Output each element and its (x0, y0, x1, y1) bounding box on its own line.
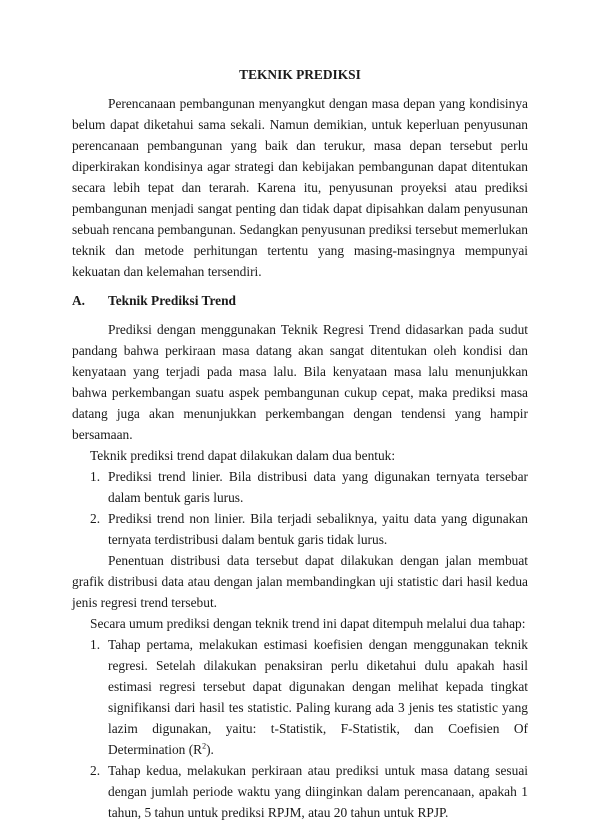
list-item (72, 466, 528, 508)
list-text-tail: ). (206, 742, 214, 757)
list-number: 2. (90, 763, 101, 778)
trend-paragraph: Prediksi dengan menggunakan Teknik Regresi Trend didasarkan pada sudut pandang bahwa perkiraan masa datang akan sangat ditentukan oleh kondisi dan kenyataan yang terjadi pada masa lalu. Bila kenyataan masa lalu menunjukkan bahwa perkembangan suatu aspek pembangunan cukup cepat, maka prediksi masa datang juga akan menunjukkan perkembangan dengan tendensi yang hampir bersamaan. (72, 322, 528, 442)
list-text: Prediksi trend linier. Bila distribusi data yang digunakan ternyata tersebar dalam bentuk garis lurus. (108, 469, 528, 505)
list-text: Prediksi trend non linier. Bila terjadi sebaliknya, yaitu data yang digunakan ternyata terdistribusi dalam bentuk garis tidak lurus. (108, 511, 528, 547)
superscript: 2 (202, 741, 207, 751)
section-letter: A. (72, 293, 86, 308)
intro-paragraph: Perencanaan pembangunan menyangkut dengan masa depan yang kondisinya belum dapat diketahui sama sekali. Namun demikian, untuk keperluan penyusunan perencanaan pembangunan yang baik dan terukur, masa depan tersebut perlu diperkirakan kondisinya agar strategi dan kebijakan pembangunan dapat ditentukan secara lebih tepat dan terarah. Karena itu, penyusunan proyeksi atau prediksi pembangunan menjadi sangat penting dan tidak dapat dipisahkan dalam penyusunan sebuah rencana pembangunan. Sedangkan penyusunan prediksi tersebut memerlukan teknik dan metode perhitungan tertentu yang masing-masingnya mempunyai kekuatan dan kelemahan tersendiri. (72, 96, 528, 279)
list-text: Tahap kedua, melakukan perkiraan atau prediksi untuk masa datang sesuai dengan jumlah periode waktu yang diinginkan dalam perencanaan, apakah 1 tahun, 5 tahun untuk prediksi RPJM, atau 20 tahun untuk RPJP. (108, 763, 528, 820)
list-number: 1. (90, 469, 101, 484)
section-title: Teknik Prediksi Trend (108, 293, 237, 308)
document-page (72, 64, 528, 823)
list-item (72, 634, 528, 760)
steps-intro: Secara umum prediksi dengan teknik trend ini dapat ditempuh melalui dua tahap: (90, 616, 526, 631)
document-title: TEKNIK PREDIKSI (239, 67, 361, 82)
section-heading (72, 290, 528, 311)
distribution-paragraph: Penentuan distribusi data tersebut dapat dilakukan dengan jalan membuat grafik distribusi data atau dengan jalan membandingkan uji statistic dari hasil kedua jenis regresi trend tersebut. (72, 553, 528, 610)
forms-intro: Teknik prediksi trend dapat dilakukan dalam dua bentuk: (90, 448, 396, 463)
forms-list (72, 466, 528, 550)
list-item (72, 508, 528, 550)
list-text-body: Tahap pertama, melakukan estimasi koefisien dengan menggunakan teknik regresi. Setelah dilakukan penaksiran perlu diketahui dulu apakah hasil estimasi regresi tersebut dapat digunakan dengan melihat kepada tingkat signifikansi dari hasil tes statistic. Paling kurang ada 3 jenis tes statistic yang lazim digunakan, yaitu: t-Statistik, F-Statistik, dan Coefisien Of Determination (R (108, 637, 528, 757)
list-item (72, 760, 528, 823)
list-number: 1. (90, 637, 101, 652)
steps-list (72, 634, 528, 823)
list-number: 2. (90, 511, 101, 526)
list-text (108, 634, 528, 760)
